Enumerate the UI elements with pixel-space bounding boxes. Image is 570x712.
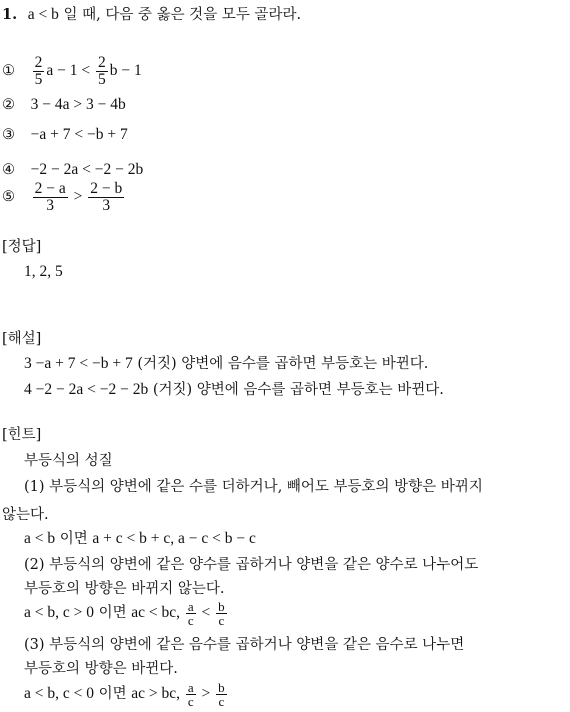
fraction [186,681,196,708]
math-expr: a < b [24,530,56,547]
math-expr: a + c < b + c, a − c < b − c [92,530,256,547]
option-5 [2,180,126,214]
option-4 [2,161,143,179]
hint-p1-math [24,530,256,548]
hint-p1-line1: (1) 부등식의 양변에 같은 수를 더하거나, 빼어도 부등호의 방향은 바뀌지 [24,479,483,495]
explanation-math: 4 −2 − 2a < −2 − 2b [24,381,149,398]
math-expr: a < b, c > 0 [24,604,94,621]
question-number: 1. [2,6,18,23]
hint-p3-line1: (3) 부등식의 양변에 같은 음수를 곱하거나 양변을 같은 음수로 나누면 [24,637,465,653]
denominator: c [187,612,194,628]
explanation-line-1 [24,355,428,373]
math-expr: < [197,604,215,621]
option-expr: 3 − 4a > 3 − 4b [30,96,126,113]
option-marker: ⑤ [2,189,15,205]
denominator: 3 [102,196,111,214]
question-condition: a < b [27,6,59,23]
fraction [216,600,227,627]
option-expr: a − 1 < [46,62,94,79]
fraction [216,681,227,708]
option-expr: > [69,188,87,205]
explanation-math: 3 −a + 7 < −b + 7 [24,355,133,372]
then-text: 이면 [94,686,132,702]
math-expr: ac > bc, [131,685,184,702]
math-expr: > [197,685,215,702]
option-marker: ① [2,63,15,79]
hint-heading: [힌트] [2,427,42,443]
fraction [33,181,68,214]
option-2 [2,96,126,114]
option-marker: ③ [2,127,15,143]
fraction [33,55,45,88]
option-marker: ④ [2,162,15,178]
numerator: a [187,679,194,695]
numerator: 2 − b [90,179,123,197]
explanation-text: (거짓) 양변에 음수를 곱하면 부등호는 바뀐다. [148,382,444,398]
denominator: 3 [46,196,55,214]
explanation-line-2 [24,381,444,399]
math-expr: ac < bc, [131,604,184,621]
explanation-text: (거짓) 양변에 음수를 곱하면 부등호는 바뀐다. [132,356,429,372]
then-text: 이면 [94,605,132,621]
question-line [2,6,301,24]
explanation-heading: [해설] [2,331,42,347]
numerator: 2 [97,53,106,71]
denominator: c [218,612,225,628]
answer-heading: [정답] [2,239,42,255]
hint-p2-line1: (2) 부등식의 양변에 같은 양수를 곱하거나 양변을 같은 양수로 나누어도 [24,557,479,573]
option-expr: −a + 7 < −b + 7 [30,126,128,143]
option-marker: ② [2,97,15,113]
question-text: 일 때, 다음 중 옳은 것을 모두 골라라. [58,7,302,23]
hint-p1-line2: 않는다. [2,507,49,523]
option-1 [2,54,142,88]
denominator: c [187,693,194,709]
hint-p2-line2: 부등호의 방향은 바뀌지 않는다. [24,581,225,597]
hint-title: 부등식의 성질 [24,453,113,469]
fraction [88,181,124,214]
numerator: b [218,598,225,614]
answer-text: 1, 2, 5 [24,263,63,280]
numerator: 2 [34,53,43,71]
hint-p3-math [24,679,229,709]
option-expr: −2 − 2a < −2 − 2b [30,161,144,178]
numerator: 2 − a [34,179,66,197]
math-expr: a < b, c < 0 [24,685,94,702]
hint-p2-math [24,598,229,628]
fraction [186,600,196,627]
numerator: a [187,598,194,614]
denominator: 5 [97,70,106,88]
fraction [96,55,108,88]
option-3 [2,126,128,144]
denominator: 5 [34,70,43,88]
option-expr: b − 1 [109,62,142,79]
denominator: c [218,693,225,709]
hint-p3-line2: 부등호의 방향은 바뀐다. [24,661,178,677]
numerator: b [218,679,225,695]
then-text: 이면 [55,531,93,547]
